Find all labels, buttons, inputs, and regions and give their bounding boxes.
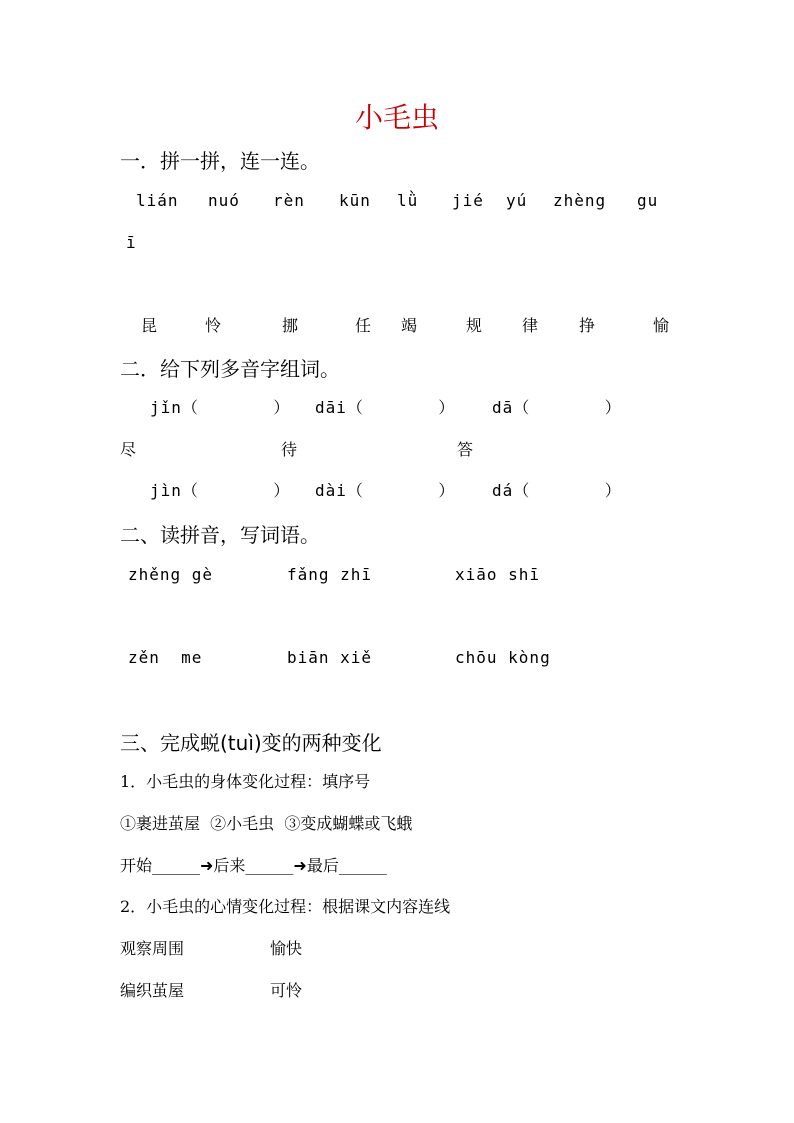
sequence-line: 开始______➜后来______➜最后______ <box>120 856 387 875</box>
polyphone-bottom: dá（ ） <box>492 481 622 500</box>
question-1: 1．小毛虫的身体变化过程：填序号 <box>120 772 371 791</box>
section4-heading: 三、完成蜕(tuì)变的两种变化 <box>120 731 382 755</box>
char-item: 挣 <box>579 316 596 335</box>
pinyin-word: fǎng zhī <box>287 565 373 584</box>
pinyin-item: rèn <box>273 191 305 210</box>
section2-heading: 二．给下列多音字组词。 <box>120 357 340 381</box>
char-item: 挪 <box>282 316 299 335</box>
polyphone-bottom: dài（ ） <box>315 481 456 500</box>
page-title: 小毛虫 <box>354 101 439 134</box>
char-item: 昆 <box>141 316 158 335</box>
pinyin-item: yú <box>506 191 528 210</box>
match-left: 编织茧屋 <box>120 981 185 1000</box>
pinyin-word: zhěng gè <box>128 565 214 584</box>
pinyin-wrap: ī <box>126 233 137 252</box>
match-left: 观察周围 <box>120 939 185 958</box>
pinyin-item: jié <box>452 191 484 210</box>
polyphone-top: dāi（ ） <box>315 398 456 417</box>
pinyin-item: gu <box>637 191 659 210</box>
polyphone-top: jǐn（ ） <box>150 398 291 417</box>
pinyin-word: xiāo shī <box>455 565 541 584</box>
options-line: ①裹进茧屋 ②小毛虫 ③变成蝴蝶或飞蛾 <box>120 814 413 833</box>
match-right: 愉快 <box>270 939 303 958</box>
polyphone-top: dā（ ） <box>492 398 622 417</box>
pinyin-item: lǜ <box>397 191 419 210</box>
polyphone-char: 答 <box>457 440 474 459</box>
match-right: 可怜 <box>270 981 303 1000</box>
polyphone-char: 待 <box>281 440 298 459</box>
pinyin-word: zěn me <box>128 648 203 667</box>
pinyin-item: nuó <box>208 191 240 210</box>
polyphone-char: 尽 <box>120 440 137 459</box>
char-item: 任 <box>355 316 372 335</box>
polyphone-bottom: jìn（ ） <box>150 481 291 500</box>
pinyin-item: lián <box>136 191 179 210</box>
question-2: 2．小毛虫的心情变化过程：根据课文内容连线 <box>120 897 451 916</box>
pinyin-item: zhèng <box>553 191 607 210</box>
pinyin-item: kūn <box>339 191 371 210</box>
section1-heading: 一．拼一拼，连一连。 <box>120 149 320 173</box>
char-item: 规 <box>466 316 483 335</box>
char-item: 律 <box>522 316 539 335</box>
pinyin-word: biān xiě <box>287 648 373 667</box>
char-item: 愉 <box>653 316 670 335</box>
section3-heading: 二、读拼音，写词语。 <box>120 523 320 547</box>
pinyin-word: chōu kòng <box>455 648 551 667</box>
char-item: 竭 <box>401 316 418 335</box>
char-item: 怜 <box>205 316 222 335</box>
